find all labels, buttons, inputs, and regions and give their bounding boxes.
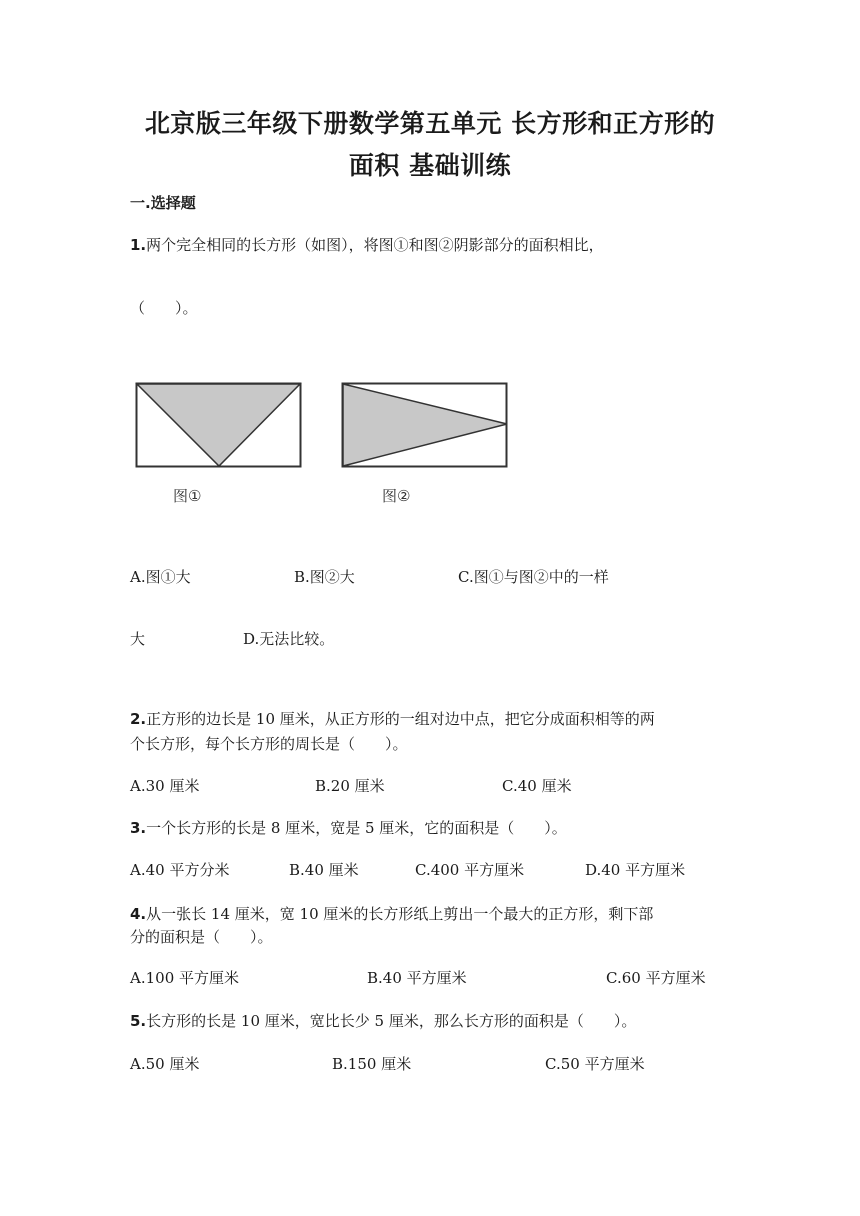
question-5-text: 长方形的长是 10 厘米，宽比长少 5 厘米，那么长方形的面积是（ ）。 [146,1012,637,1030]
question-1-option-a: A.图①大 [130,568,191,586]
question-4-option-b: B.40 平方厘米 [367,969,467,987]
question-4-line-2: 分的面积是（ ）。 [130,928,273,946]
document-title [60,103,800,187]
question-4-text: 从一张长 14 厘米，宽 10 厘米的长方形纸上剪出一个最大的正方形，剩下部 [146,905,654,923]
question-1-option-b: B.图②大 [294,568,355,586]
figure-2 [341,382,509,470]
figure-1 [135,382,303,470]
title-line-1: 北京版三年级下册数学第五单元 长方形和正方形的 [144,109,716,138]
question-1-option-c-continued: 大 [130,630,146,648]
question-2-text: 正方形的边长是 10 厘米，从正方形的一组对边中点，把它分成面积相等的两 [146,710,655,728]
question-1-line-1 [130,234,604,256]
question-4-option-c: C.60 平方厘米 [606,969,706,987]
question-1-line-2: （ ）。 [130,299,198,317]
question-3-option-d: D.40 平方厘米 [585,861,686,879]
question-3-option-c: C.400 平方厘米 [415,861,525,879]
question-5-number: 5. [130,1012,147,1030]
question-5-option-c: C.50 平方厘米 [545,1055,645,1073]
question-4-number: 4. [130,905,147,923]
figure-2-label: 图② [382,487,411,505]
figure-1-label: 图① [173,487,202,505]
question-2-option-b: B.20 厘米 [315,777,385,795]
question-2-option-c: C.40 厘米 [502,777,572,795]
question-1-option-d: D.无法比较。 [243,630,335,648]
question-3-line-1 [130,817,567,839]
question-5-line-1 [130,1010,636,1032]
question-4-line-1 [130,903,653,925]
question-3-number: 3. [130,819,147,837]
question-5-option-b: B.150 厘米 [332,1055,412,1073]
question-3-option-a: A.40 平方分米 [130,861,230,879]
question-3-text: 一个长方形的长是 8 厘米，宽是 5 厘米，它的面积是（ ）。 [146,819,567,837]
title-line-2: 面积 基础训练 [348,151,512,180]
question-1-text: 两个完全相同的长方形（如图），将图①和图②阴影部分的面积相比， [146,236,604,254]
question-2-number: 2. [130,710,147,728]
question-2-line-2: 个长方形，每个长方形的周长是（ ）。 [130,735,408,753]
question-2-option-a: A.30 厘米 [130,777,200,795]
question-1-option-c: C.图①与图②中的一样 [458,568,609,586]
question-2-line-1 [130,708,655,730]
question-4-option-a: A.100 平方厘米 [130,969,239,987]
question-3-option-b: B.40 厘米 [289,861,359,879]
question-5-option-a: A.50 厘米 [130,1055,200,1073]
section-heading: 一.选择题 [130,194,196,212]
question-1-number: 1. [130,236,147,254]
